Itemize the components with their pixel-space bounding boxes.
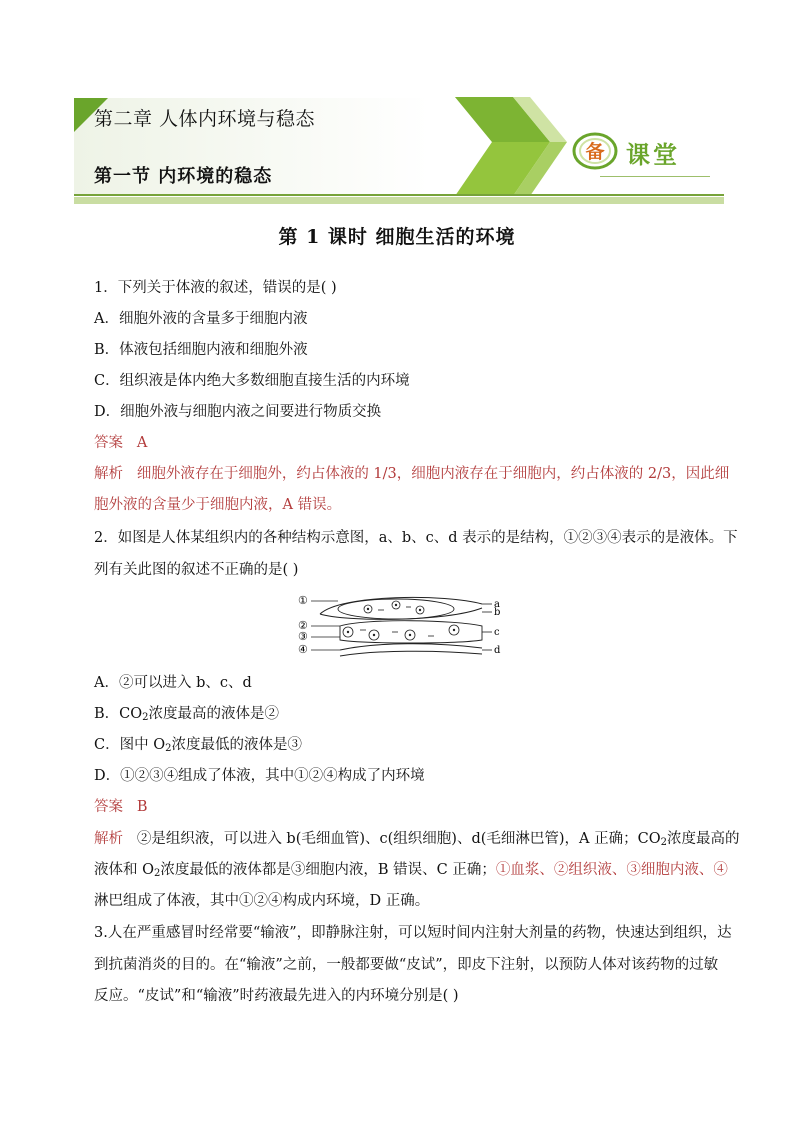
q2-option-c-pre: C．图中 O xyxy=(94,737,166,753)
q1-stem: 1．下列关于体液的叙述，错误的是( ) xyxy=(94,280,337,296)
lesson-title: 第 1 课时 细胞生活的环境 xyxy=(278,226,516,248)
q2-analysis-l2a: 液体和 O xyxy=(94,862,154,878)
q1-analysis-line1 xyxy=(94,464,729,484)
q1-option-a: A．细胞外液的含量多于细胞内液 xyxy=(94,311,308,327)
q2-option-b-pre: B．CO xyxy=(94,706,143,722)
diagram-label-c: c xyxy=(494,627,500,638)
q2-analysis-l2b: 浓度最低的液体都是③细胞内液，B 错误、C 正确； xyxy=(160,862,496,878)
q2-analysis-line2 xyxy=(94,860,728,880)
badge-label: 课堂 xyxy=(626,141,680,169)
q2-analysis-line3: 淋巴组成了体液，其中①②④构成内环境，D 正确。 xyxy=(94,893,430,909)
q3-line1: 3.人在严重感冒时经常要“输液”，即静脉注射，可以短时间内注射大剂量的药物，快速达到组织，达 xyxy=(94,925,732,941)
badge-underline xyxy=(600,176,710,177)
q2-answer-label: 答案 xyxy=(94,799,123,815)
section-title: 第一节 内环境的稳态 xyxy=(94,166,273,187)
q2-option-c-sub: 2 xyxy=(165,743,172,754)
q2-option-c xyxy=(94,735,302,755)
diagram-label-b: b xyxy=(494,607,501,618)
q2-analysis-l1b: 浓度最高的 xyxy=(667,831,740,847)
q1-answer xyxy=(94,433,147,453)
q3-line2: 到抗菌消炎的目的。在“输液”之前，一般都要做“皮试”，即皮下注射，以预防人体对该药物的过敏 xyxy=(94,957,719,973)
chapter-title: 第二章 人体内环境与稳态 xyxy=(94,108,316,130)
q3-line3: 反应。“皮试”和“输液”时药液最先进入的内环境分别是( ) xyxy=(94,988,459,1004)
q2-option-d: D．①②③④组成了体液，其中①②④构成了内环境 xyxy=(94,768,425,784)
header-divider-light xyxy=(74,197,724,204)
q1-answer-label: 答案 xyxy=(94,435,123,451)
q2-analysis-l1-sub: 2 xyxy=(660,837,667,848)
q1-option-b: B．体液包括细胞内液和细胞外液 xyxy=(94,342,308,358)
q1-answer-value: A xyxy=(136,435,148,451)
q2-analysis-line1 xyxy=(94,829,740,849)
q2-option-b xyxy=(94,704,279,724)
q2-answer-value: B xyxy=(136,799,148,815)
badge-char: 备 xyxy=(585,141,605,163)
q1-analysis-line2: 胞外液的含量少于细胞内液，A 错误。 xyxy=(94,497,342,513)
q1-option-c: C．组织液是体内绝大多数细胞直接生活的内环境 xyxy=(94,373,410,389)
chevron-arrow-icon xyxy=(0,0,794,215)
q2-analysis-l2c: ①血浆、②组织液、③细胞内液、④ xyxy=(495,862,728,878)
badge-emblem xyxy=(572,132,618,170)
q2-analysis-label: 解析 xyxy=(94,831,123,847)
badge-ring-icon xyxy=(572,132,618,170)
diagram-label-a: a xyxy=(494,599,500,610)
diagram-label-3: ③ xyxy=(298,630,308,643)
diagram-label-4: ④ xyxy=(298,643,308,656)
q2-option-c-post: 浓度最低的液体是③ xyxy=(171,737,302,753)
q2-option-b-sub: 2 xyxy=(142,712,149,723)
q2-stem-line1: 2．如图是人体某组织内的各种结构示意图，a、b、c、d 表示的是结构，①②③④表示的是液体。下 xyxy=(94,530,738,546)
q2-option-b-post: 浓度最高的液体是② xyxy=(148,706,280,722)
diagram-label-d: d xyxy=(494,645,501,656)
q1-option-d: D．细胞外液与细胞内液之间要进行物质交换 xyxy=(94,404,382,420)
q2-option-a: A．②可以进入 b、c、d xyxy=(94,675,252,691)
diagram-label-1: ① xyxy=(298,594,308,607)
q2-answer xyxy=(94,797,147,817)
q2-analysis-l1a: ②是组织液，可以进入 b(毛细血管)、c(组织细胞)、d(毛细淋巴管)，A 正确；CO xyxy=(136,831,661,847)
q1-analysis-label: 解析 xyxy=(94,466,123,482)
diagram-label-2: ② xyxy=(298,619,308,632)
q1-analysis-text1: 细胞外液存在于细胞外，约占体液的 1/3，细胞内液存在于细胞内，约占体液的 2/3，因此细 xyxy=(136,466,730,482)
header-banner xyxy=(0,0,794,215)
q2-stem-line2: 列有关此图的叙述不正确的是( ) xyxy=(94,562,299,578)
tissue-structure-diagram xyxy=(296,592,506,662)
header-divider-dark xyxy=(74,194,724,196)
q2-analysis-l2-sub: 2 xyxy=(154,868,161,879)
